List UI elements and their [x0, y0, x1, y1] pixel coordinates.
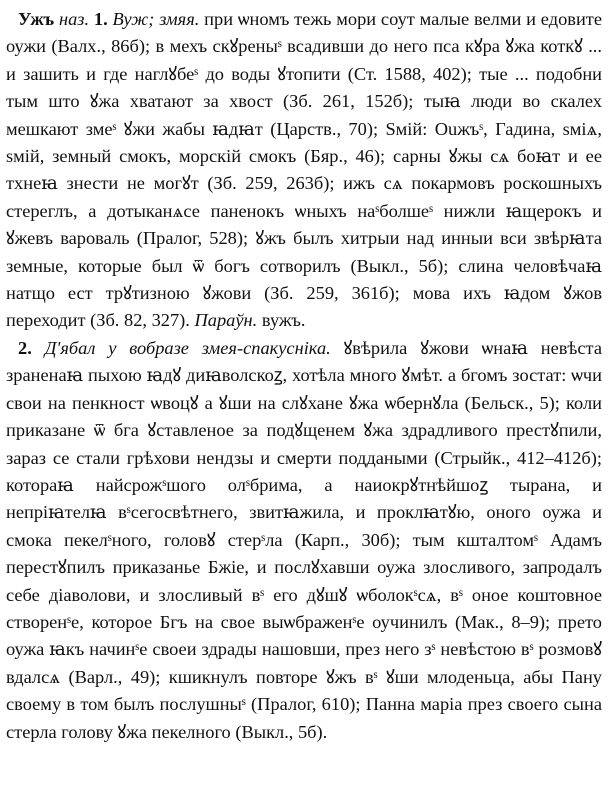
sense-2-gloss: Д'ябал у вобразе змея-спакусніка.: [44, 337, 331, 358]
sense-2-number: 2.: [18, 337, 32, 358]
sense-1-paragraph: [6, 6, 602, 335]
sense-2-citations: ꙋвѣрила ꙋжови ѡнаꙗ невѣста зраненаꙗ пыхою ꙗдꙋ диꙗволскоꙁ, хотѣла много ꙋмѣт. а бгомъ зостат: ѡчи свои на пенкност ѡвоцꙋ а ꙋши на слꙋхане ꙋжа ѡбернꙋла (Бельск., 5); коли приказане ѿ бга ꙋставленое за подꙋщенем ꙋжа здрадливого престꙋпили, зараз се стали грѣхови нендзы и смерти поддаными (Стрыйк., 412–412б); котораꙗ найсрожˢшого олˢбрима, а наиокрꙋтнѣйшоꙁ тырана, и непріꙗтелꙗ вˢсегосвѣтнего, звитꙗжила, и проклꙗтꙋю, оного оужа и смока пекелˢного, головꙋ стерˢла (Карп., 30б); тым кшталтомˢ Адамъ перестꙋпилъ приказанье Бжіе, и послꙋхавши оужа злосливого, запродалъ себе діаволови, и злосливый вˢ его дꙋшꙋ ѡболокˢсѧ, вˢ оное коштовное створенˢе, которое Бгъ на свое выѡбраженˢе оучинилъ (Мак., 8–9); прето оужа ꙗкъ начинˢе своеи здрады нашовши, през него зˢ невѣстою вˢ розмовꙋ вдалсѧ (Варл., 49); кшикнулъ повторе ꙋжъ вˢ ꙋши млоденьца, абы Пану своему в том былъ послушныˢ (Пралог, 610); Панна маріа през своего сына стерла голову ꙋжа пекелного (Выкл., 5б).: [6, 337, 602, 742]
sense-1-gloss: Вуж; змяя.: [112, 9, 200, 29]
part-of-speech: наз.: [58, 9, 90, 29]
sense-1-citations: при ѡномъ тежь мори соут малые велми и едовите оужи (Валх., 86б); в мехъ скꙋреныˢ всадивши до него пса кꙋра ꙋжа коткꙋ ... и зашить и где наглꙋбеˢ до воды ꙋтопити (Ст. 1588, 402); тые ... подобни тым што ꙋжа хватают за хвост (Зб. 261, 152б); тыꙗ люди во скалех мешкают змеˢ ꙋжи жабы ꙗдꙗт (Царств., 70); Ѕмій: Ouжъˢ, Гадина, ѕміѧ, ѕмій, земный смокъ, морскій смокъ (Бяр., 46); сарны ꙋжы сѧ боꙗт и ее тхнеꙗ знести не могꙋт (Зб. 259, 263б); ижъ сѧ покармовъ роскошныхъ стереглъ, а дотыканѧсе паненокъ ѡныхъ наˢболшеˢ нижли ꙗщерокъ и ꙋжевъ вароваль (Пралог, 528); ꙋжъ былъ хитрыи над инныи вси звѣрꙗта земные, которые был ѿ богъ сотворилъ (Выкл., 5б); слина человѣчаꙗ натщо ест трꙋтизною ꙋжови (Зб. 259, 361б); мова ихъ ꙗдом ꙋжов переходит (Зб. 82, 327).: [6, 9, 602, 331]
cross-reference-word: вужъ.: [261, 310, 306, 331]
sense-1-number: 1.: [93, 9, 108, 29]
sense-2-paragraph: [6, 335, 602, 746]
headword: Ужъ: [18, 9, 55, 29]
cross-reference-label: Параўн.: [194, 310, 258, 331]
